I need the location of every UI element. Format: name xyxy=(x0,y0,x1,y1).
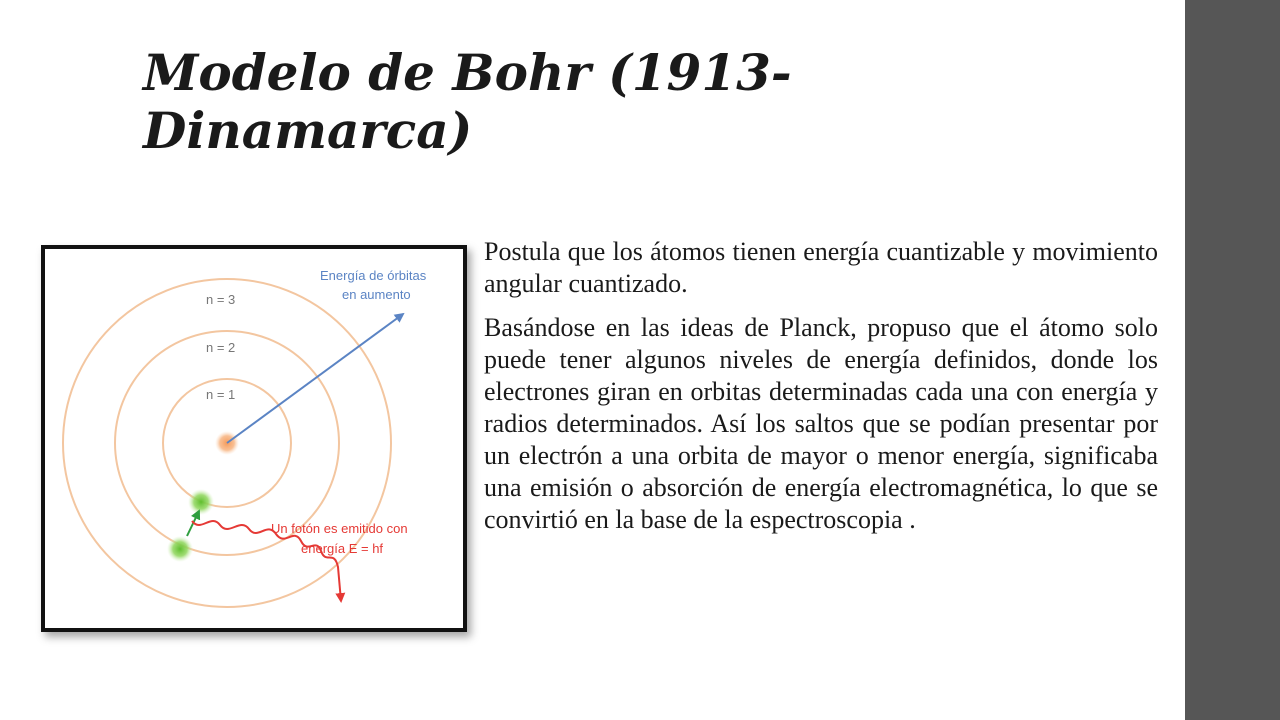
electron-inner xyxy=(188,489,214,515)
paragraph-postulate: Postula que los átomos tienen energía cuantizable y movimiento angular cuantizado. xyxy=(484,237,1158,298)
level-label-n3: n = 3 xyxy=(206,292,236,307)
energy-label-line-1: Energía de órbitas xyxy=(320,268,427,283)
bohr-model-diagram xyxy=(45,249,463,628)
slide-title xyxy=(143,44,863,160)
paragraph-explanation: Basándose en las ideas de Planck, propuso que el átomo solo puede tener algunos niveles de energía definidos, donde los electrones giran en orbitas determinadas cada una con energía y radios determinados. Así los saltos que se podían presentar por un electrón a una orbita de mayor o menor energía, significaba una emisión o absorción de energía electromagnética, lo que se convirtió en la base de la espectroscopia . xyxy=(484,313,1158,534)
electron-outer xyxy=(167,536,193,562)
title-line-2: Dinamarca) xyxy=(143,101,473,160)
photon-label-line-2: energía E = hf xyxy=(301,541,384,556)
bohr-model-figure xyxy=(41,245,467,632)
side-bar xyxy=(1185,0,1280,720)
photon-label-line-1: Un fotón es emitido con xyxy=(271,521,408,536)
energy-label-line-2: en aumento xyxy=(342,287,411,302)
body-text xyxy=(484,236,1158,548)
level-label-n2: n = 2 xyxy=(206,340,236,355)
title-line-1: Modelo de Bohr (1913- xyxy=(143,43,792,102)
level-label-n1: n = 1 xyxy=(206,387,236,402)
